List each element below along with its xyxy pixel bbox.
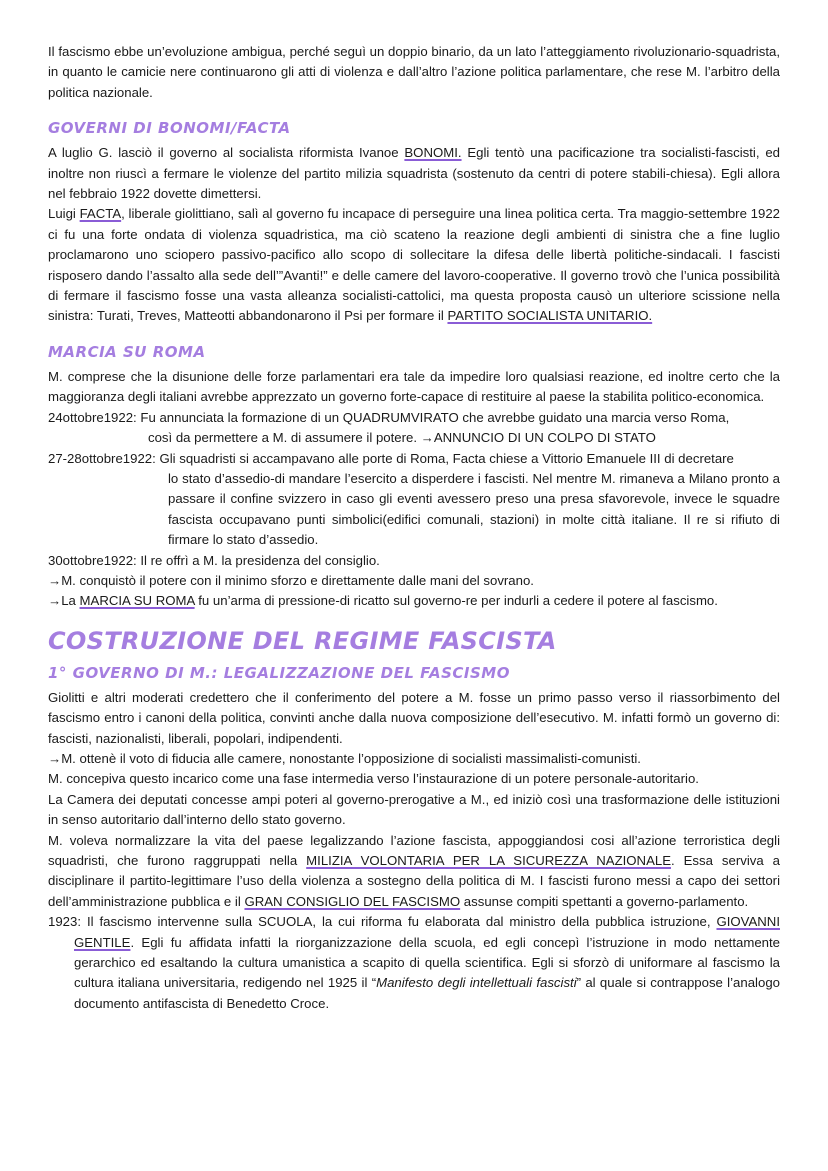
date-label: 27-28ottobre1922:	[48, 450, 156, 466]
milizia-paragraph: M. voleva normalizzare la vita del paese legalizzando l’azione fascista, appoggiandosi cosi all’azione terroristica degli squadristi, che furono raggruppati nella MILIZIA VOLONTARIA PER LA SICUREZZA NAZIONALE. Essa serviva a disciplinare il partito-legittimare l’uso della violenza a sostegno della politica di M. I fascisti furono messi a capo dei settori dell’amministrazione pubblica e il GRAN CONSIGLIO DEL FASCISMO assunse compiti spettanti a governo-parlamento.	[48, 832, 780, 909]
section-heading-bonomi-facta: GOVERNI DI BONOMI/FACTA	[48, 119, 291, 138]
section-heading-marcia-su-roma: MARCIA SU ROMA	[48, 342, 206, 361]
main-heading-regime: COSTRUZIONE DEL REGIME FASCISTA	[48, 626, 557, 655]
giolitti-paragraph: Giolitti e altri moderati credettero che il conferimento del potere a M. fosse un primo passo verso il riassorbimento del fascismo entro i canoni della politica, convinti anche dalla nuova composizione dell’esecutivo. M. infatti formò un governo di: fascisti, nazionalisti, liberali, popolari, indipendenti.	[48, 689, 780, 746]
underlined-term: MARCIA SU ROMA	[79, 593, 195, 609]
facta-paragraph: Luigi FACTA, liberale giolittiano, salì al governo fu incapace di perseguire una linea politica certa. Tra maggio-settembre 1922 ci fu una forte ondata di violenza squadristica, ma ciò scateno la reazione degli ambienti di sinistra che a fine luglio proclamarono uno sciopero passivo-pacifico allo scopo di sollecitare la difesa delle libertà politiche-sindacali. I fascisti risposero dando l’assalto alla sede dell’”Avanti!” e delle camere del lavoro-cooperative. Il governo trovò che l’unica possibilità di fermare il fascismo fosse una vasta alleanza socialisti-cattolici, ma questa proposta causò un ulteriore scissione nella sinistra: Turati, Treves, Matteotti abbandonarono il Psi per formare il PARTITO SOCIALISTA UNITARIO.	[48, 206, 780, 324]
bonomi-paragraph: A luglio G. lasciò il governo al socialista riformista Ivanoe BONOMI. Egli tentò una pacificazione tra socialisti-fascisti, ed inoltre non riuscì a fermare le violenze del partito milizia squadrista (sostenuto da centri di potere stabili-chiesa). Egli allora nel febbraio 1922 dovette dimettersi.	[48, 145, 780, 202]
underlined-term: BONOMI.	[404, 145, 462, 161]
subheading-primo-governo: 1° GOVERNO DI M.: LEGALIZZAZIONE DEL FASCISMO	[48, 663, 510, 682]
date-entry-30-ottobre: 30ottobre1922: Il re offrì a M. la presidenza del consiglio.	[48, 552, 380, 568]
marcia-paragraph: M. comprese che la disunione delle forze parlamentari era tale da impedire loro qualsiasi reazione, ed inoltre certo che la maggioranza degli italiani avrebbe apprezzato un governo forte-capace di restituire al paese la stabilita politico-economica.	[48, 368, 780, 405]
date-entry-24-ottobre: 24ottobre1922: Fu annunciata la formazione di un QUADRUMVIRATO che avrebbe guidato una marcia verso Roma, così da permettere a M. di assumere il potere. →ANNUNCIO DI UN COLPO DI STATO	[48, 409, 730, 446]
date-entry-27-28-ottobre: 27-28ottobre1922: Gli squadristi si accampavano alle porte di Roma, Facta chiese a Vittorio Emanuele III di decretare lo stato d’assedio-di mandare l’esercito a disperdere i fascisti. Nel mentre M. rimaneva a Milano pronto a passare il confine svizzero in caso gli eventi avessero preso una presa sfavorevole, invece le squadre fascista occupavano punti simbolici(edifici comunali, stazioni) in molte città italiane. Il re si rifiuto di firmare lo stato d’assedio.	[48, 450, 780, 548]
underlined-term: FACTA	[79, 206, 122, 222]
underlined-term: GIOVANNI GENTILE	[74, 914, 780, 950]
underlined-term: PARTITO SOCIALISTA UNITARIO.	[447, 308, 653, 324]
date-label: 30ottobre1922:	[48, 552, 137, 568]
incarico-paragraph: M. concepiva questo incarico come una fase intermedia verso l’instaurazione di un potere personale-autoritario.	[48, 771, 699, 787]
camera-paragraph: La Camera dei deputati concesse ampi poteri al governo-prerogative a M., ed iniziò così una trasformazione delle istituzioni in senso autoritario dall’interno dello stato governo.	[48, 791, 780, 828]
fiducia-paragraph: →M. ottenè il voto di fiducia alle camere, nonostante l’opposizione di socialisti massimalisti-comunisti.	[48, 750, 641, 766]
underlined-term: MILIZIA VOLONTARIA PER LA SICUREZZA NAZIONALE	[306, 853, 671, 868]
manifesto-title: Manifesto degli intellettuali fascisti	[376, 975, 577, 991]
intro-paragraph: Il fascismo ebbe un’evoluzione ambigua, perché seguì un doppio binario, da un lato l’atteggiamento rivoluzionario-squadrista, in quanto le camicie nere continuarono gli atti di violenza e dall’altro l’azione politica parlamentare, che rese M. l’arbitro della politica nazionale.	[48, 44, 780, 100]
arrow-note: →La MARCIA SU ROMA fu un’arma di pressione-di ricatto sul governo-re per indurli a cedere il potere al fascismo.	[48, 593, 718, 609]
scuola-paragraph: 1923: Il fascismo intervenne sulla SCUOLA, la cui riforma fu elaborata dal ministro della pubblica istruzione, GIOVANNI GENTILE. Egli fu affidata infatti la riorganizzazione della scuola, ed egli concepì l’istruzione in modo nettamente gerarchico ed esaltando la cultura umanistica a scapito di quella scientifica. Egli si sforzò di uniformare al fascismo la cultura italiana universitaria, redigendo nel 1925 il “Manifesto degli intellettuali fascisti” al quale si contrappose l’analogo documento antifascista di Benedetto Croce.	[48, 914, 780, 1011]
underlined-term: GRAN CONSIGLIO DEL FASCISMO	[244, 893, 461, 909]
arrow-note: →M. conquistò il potere con il minimo sforzo e direttamente dalle mani del sovrano.	[48, 572, 534, 588]
date-label: 24ottobre1922:	[48, 409, 137, 425]
